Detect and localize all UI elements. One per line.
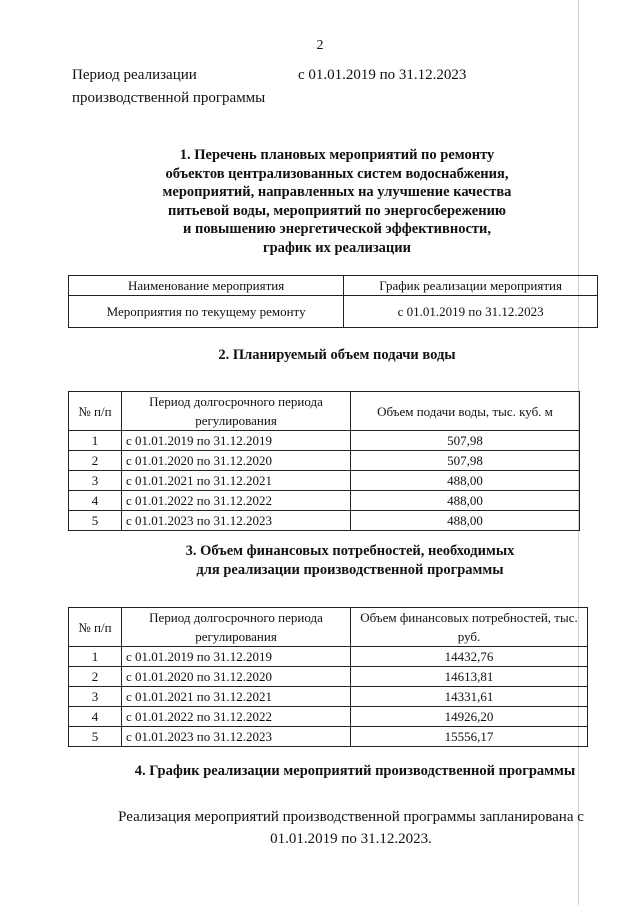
row-number: 5 [69,511,122,531]
row-value: 14613,81 [351,667,588,687]
section1-title-line: мероприятий, направленных на улучшение качества [162,184,512,200]
table-row [69,431,580,451]
row-period: с 01.01.2020 по 31.12.2020 [122,451,351,471]
activities-table [68,275,598,328]
row-period: с 01.01.2020 по 31.12.2020 [122,667,351,687]
row-value: 14926,20 [351,707,588,727]
period-label: Период реализации производственной программы [72,67,266,106]
row-period: с 01.01.2022 по 31.12.2022 [122,707,351,727]
table-header-row [69,276,598,296]
table-row [69,491,580,511]
table-header-row [69,608,588,647]
header-water-volume: Объем подачи воды, тыс. куб. м [351,392,580,431]
row-period: с 01.01.2019 по 31.12.2019 [122,647,351,667]
row-period: с 01.01.2022 по 31.12.2022 [122,491,351,511]
header-number: № п/п [69,392,122,431]
row-number: 1 [69,647,122,667]
financial-needs-table [68,607,588,747]
row-value: 488,00 [351,511,580,531]
section3-title-line: 3. Объем финансовых потребностей, необходимых [185,543,515,559]
table-row [69,471,580,491]
row-number: 3 [69,471,122,491]
section4-title: 4. График реализации мероприятий производственной программы [134,763,576,779]
section1-title-line: и повышению энергетической эффективности, [183,221,491,237]
row-value: 507,98 [351,451,580,471]
row-value: 14432,76 [351,647,588,667]
page-number: 2 [316,38,324,53]
table-row [69,451,580,471]
row-period: с 01.01.2023 по 31.12.2023 [122,511,351,531]
row-value: 488,00 [351,471,580,491]
activity-schedule: с 01.01.2019 по 31.12.2023 [344,296,598,328]
section3-title-line: для реализации производственной программы [196,561,504,578]
row-number: 1 [69,431,122,451]
row-number: 5 [69,727,122,747]
table-row [69,296,598,328]
period-value: с 01.01.2019 по 31.12.2023 [298,67,467,83]
row-value: 14331,61 [351,687,588,707]
water-supply-table [68,391,580,531]
table-row [69,707,588,727]
activity-name: Мероприятия по текущему ремонту [69,296,344,328]
header-activity-name: Наименование мероприятия [69,276,344,296]
section1-title-line: питьевой воды, мероприятий по энергосбережению [167,202,507,219]
table-row [69,511,580,531]
table-row [69,667,588,687]
section1-title-line: график их реализации [262,239,411,256]
row-period: с 01.01.2021 по 31.12.2021 [122,471,351,491]
table-header-row [69,392,580,431]
header-number: № п/п [69,608,122,647]
section1-title-line: объектов централизованных систем водоснабжения, [165,165,509,182]
section1-title [0,146,640,257]
closing-paragraph: Реализация мероприятий производственной программы запланирована с 01.01.2019 по 31.12.2023. [118,809,584,847]
header-period: Период долгосрочного периода регулирования [122,392,351,431]
row-number: 3 [69,687,122,707]
row-number: 2 [69,451,122,471]
row-period: с 01.01.2023 по 31.12.2023 [122,727,351,747]
section3-title [0,542,640,579]
row-number: 4 [69,491,122,511]
header-period: Период долгосрочного периода регулирования [122,608,351,647]
table-row [69,687,588,707]
table-row [69,647,588,667]
header-activity-schedule: График реализации мероприятия [344,276,598,296]
section2-title: 2. Планируемый объем подачи воды [218,347,456,363]
row-period: с 01.01.2019 по 31.12.2019 [122,431,351,451]
table-row [69,727,588,747]
row-number: 4 [69,707,122,727]
header-financial-volume: Объем финансовых потребностей, тыс. руб. [351,608,588,647]
row-value: 15556,17 [351,727,588,747]
row-number: 2 [69,667,122,687]
row-value: 507,98 [351,431,580,451]
row-period: с 01.01.2021 по 31.12.2021 [122,687,351,707]
section1-title-line: 1. Перечень плановых мероприятий по ремонту [179,147,495,163]
row-value: 488,00 [351,491,580,511]
